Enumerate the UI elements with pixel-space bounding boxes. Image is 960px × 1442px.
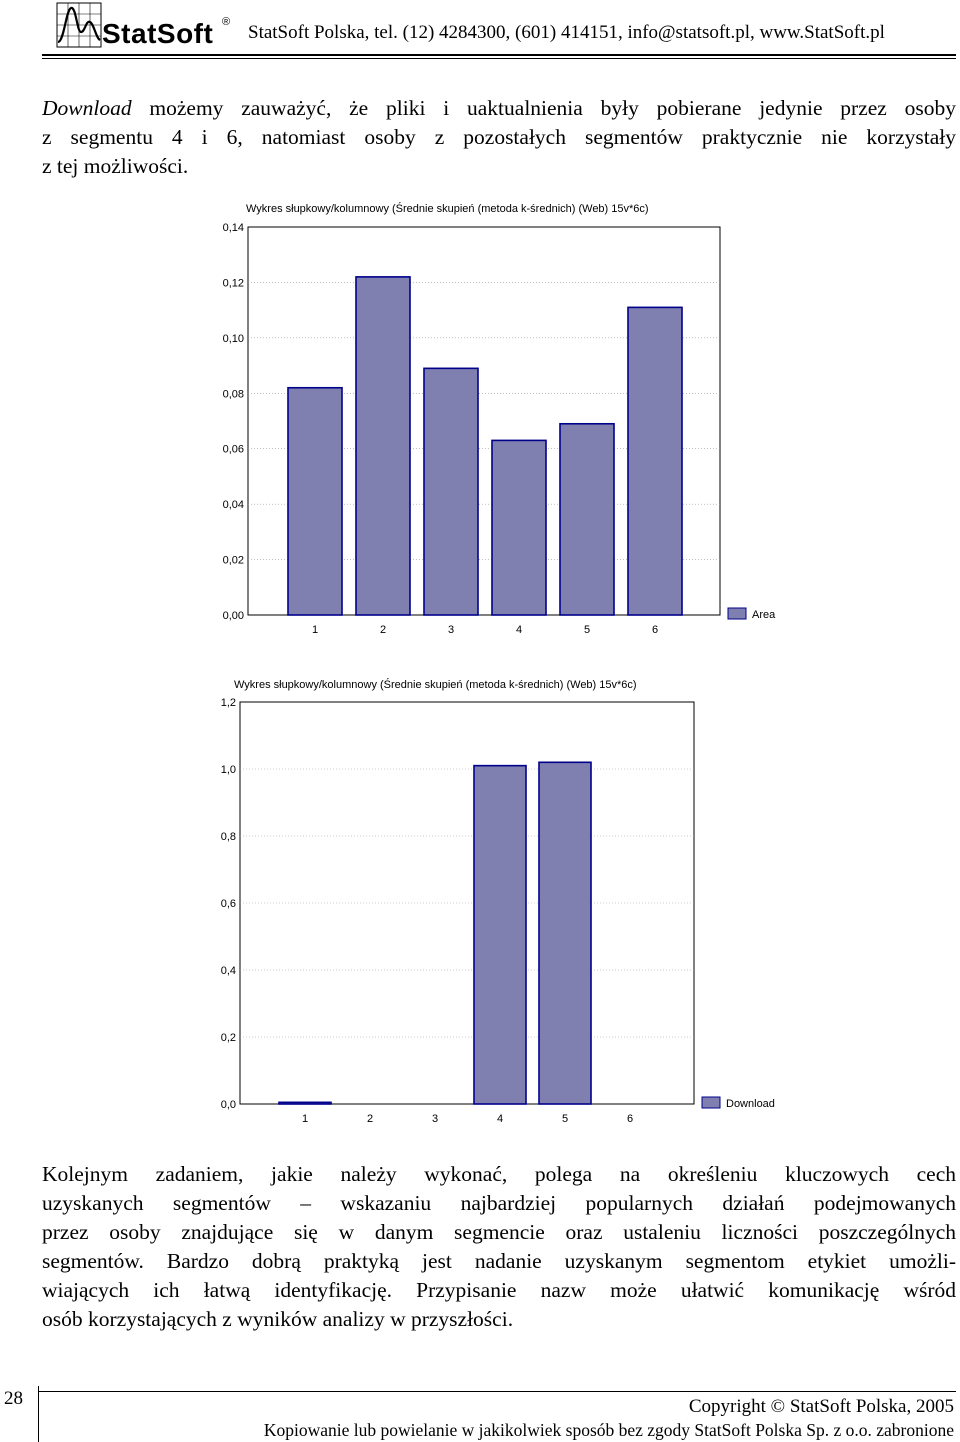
bar xyxy=(424,368,478,615)
bar xyxy=(279,1102,331,1104)
text-line: uzyskanych segmentów – wskazaniu najbardziej popularnych działań podejmowanych xyxy=(42,1191,956,1215)
x-tick-label: 3 xyxy=(431,1113,439,1125)
footer-notice: Kopiowanie lub powielanie w jakikolwiek sposób bez zgody StatSoft Polska Sp. z o.o. zabronione xyxy=(263,1420,954,1440)
y-tick-label: 1,0 xyxy=(220,764,236,776)
text-line: segmentów. Bardzo dobrą praktyką jest nadanie uzyskanym segmentom etykiet umożli- xyxy=(42,1249,956,1273)
x-tick-label: 5 xyxy=(583,624,591,636)
y-tick-label: 0,4 xyxy=(220,965,236,977)
x-tick-label: 4 xyxy=(496,1113,504,1125)
paragraph-download-intro xyxy=(42,94,956,181)
header-rule xyxy=(42,54,956,56)
plot-frame xyxy=(240,702,694,1104)
brand-name: StatSoft xyxy=(102,18,214,49)
y-tick-label: 0,06 xyxy=(222,443,244,456)
x-tick-label: 2 xyxy=(366,1113,374,1125)
bar-chart-download xyxy=(0,665,960,1135)
bar xyxy=(288,388,342,615)
bar xyxy=(492,440,546,615)
line-text: z segmentu 4 i 6, natomiast osoby z pozostałych segmentów praktycznie nie korzystały xyxy=(42,125,956,149)
statsoft-logo xyxy=(56,2,236,50)
page-header xyxy=(0,0,960,62)
y-tick-label: 0,8 xyxy=(220,831,236,843)
text-line xyxy=(42,152,956,181)
bar-chart-area-svg xyxy=(0,190,960,650)
chart-title: Wykres słupkowy/kolumnowy (Średnie skupień (metoda k-średnich) (Web) 15v*6c) xyxy=(246,203,649,215)
footer-copyright: Copyright © StatSoft Polska, 2005 xyxy=(688,1396,954,1417)
line-text: możemy zauważyć, że pliki i uaktualnienia były pobierane jedynie przez osoby xyxy=(131,96,956,120)
text-line: wiających ich łatwą identyfikację. Przypisanie nazw może ułatwić komunikację wśród xyxy=(42,1278,956,1302)
bar xyxy=(474,766,526,1104)
y-tick-label: 0,08 xyxy=(222,388,244,401)
y-tick-label: 0,2 xyxy=(220,1032,236,1044)
registered-mark: ® xyxy=(222,16,231,28)
x-tick-label: 2 xyxy=(379,624,387,636)
footer-rule xyxy=(38,1391,956,1392)
page-number: 28 xyxy=(4,1388,23,1409)
legend-label: Download xyxy=(726,1098,775,1110)
footer-divider xyxy=(38,1386,39,1442)
y-tick-label: 0,6 xyxy=(220,898,236,910)
bar xyxy=(628,307,682,615)
bar xyxy=(539,762,591,1104)
x-tick-label: 1 xyxy=(301,1113,309,1125)
y-tick-label: 0,04 xyxy=(222,499,244,512)
x-tick-label: 5 xyxy=(561,1113,569,1125)
line-text: z tej możliwości. xyxy=(42,154,189,178)
y-tick-label: 0,10 xyxy=(222,332,244,345)
text-line: Kolejnym zadaniem, jakie należy wykonać, polega na określeniu kluczowych cech xyxy=(42,1162,956,1186)
legend-swatch xyxy=(728,608,746,619)
text-line: osób korzystających z wyników analizy w przyszłości. xyxy=(42,1307,514,1331)
header-contact: StatSoft Polska, tel. (12) 4284300, (601) 414151, info@statsoft.pl, www.StatSoft.pl xyxy=(248,22,885,43)
y-tick-label: 0,14 xyxy=(222,222,244,234)
y-tick-label: 0,00 xyxy=(222,610,244,622)
bar-chart-area xyxy=(0,190,960,650)
y-tick-label: 0,02 xyxy=(222,554,244,567)
legend-label: Area xyxy=(752,609,776,621)
bar xyxy=(356,277,410,615)
y-tick-label: 0,12 xyxy=(222,277,244,290)
text-line xyxy=(42,123,956,152)
text-line: przez osoby znajdujące się w danym segmencie oraz ustaleniu liczności poszczególnych xyxy=(42,1220,956,1244)
x-tick-label: 6 xyxy=(626,1113,634,1125)
bar xyxy=(560,424,614,615)
y-tick-label: 0,0 xyxy=(220,1099,236,1111)
x-tick-label: 6 xyxy=(651,624,659,636)
x-tick-label: 3 xyxy=(447,624,455,636)
chart-title: Wykres słupkowy/kolumnowy (Średnie skupień (metoda k-średnich) (Web) 15v*6c) xyxy=(234,679,637,691)
paragraph-segment-labels xyxy=(42,1160,956,1334)
legend-swatch xyxy=(702,1097,720,1108)
italic-term: Download xyxy=(42,96,132,120)
x-tick-label: 1 xyxy=(311,624,319,636)
y-tick-label: 1,2 xyxy=(220,697,236,709)
x-tick-label: 4 xyxy=(515,624,523,636)
text-line xyxy=(42,94,956,123)
bar-chart-download-svg xyxy=(0,665,960,1135)
header-rule-thin xyxy=(42,58,956,59)
